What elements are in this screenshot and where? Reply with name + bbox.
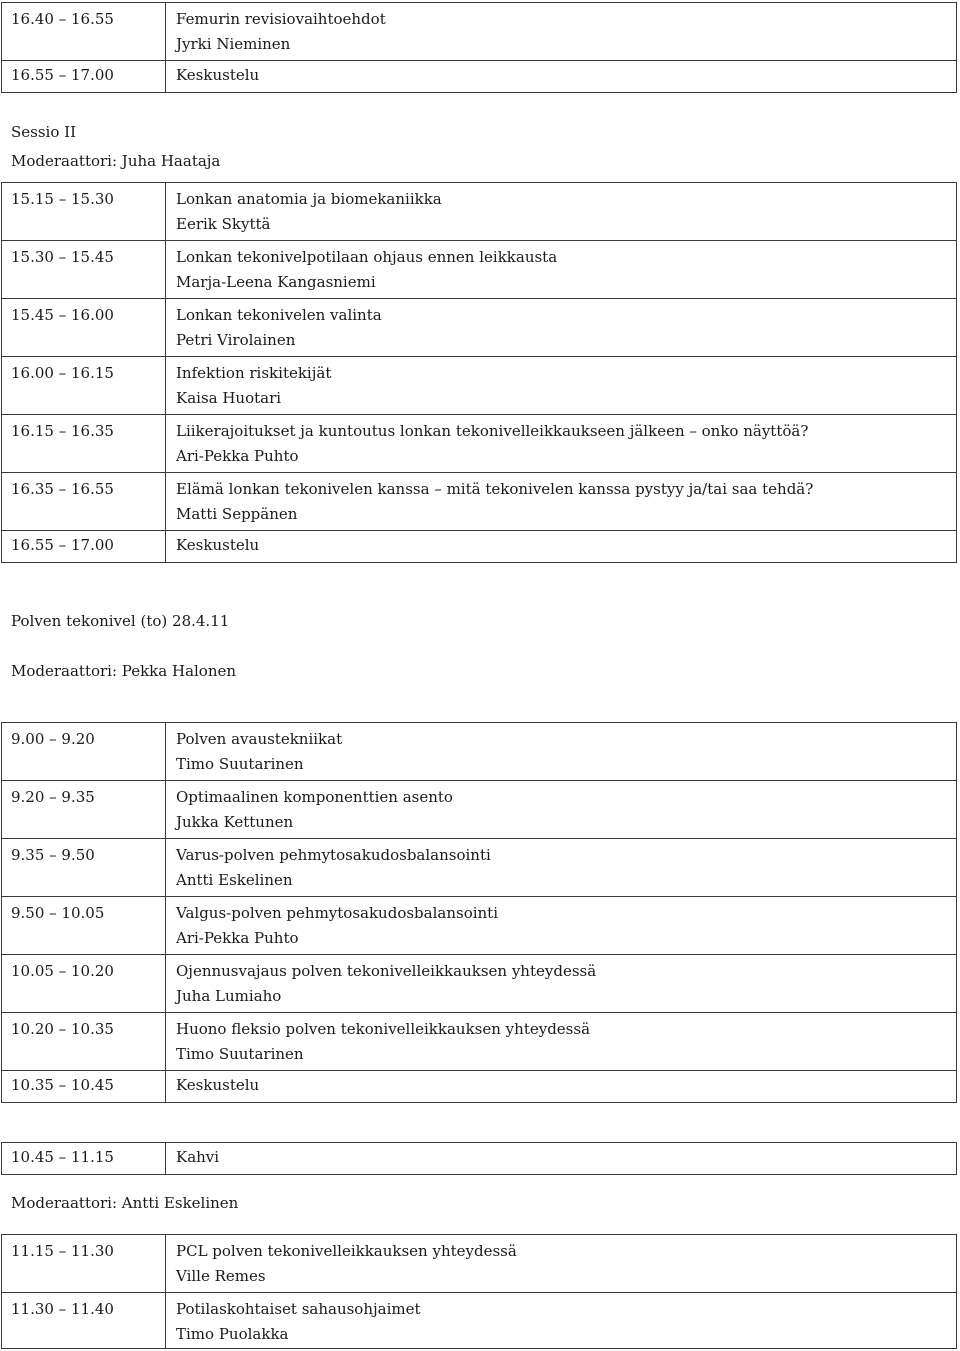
talk-speaker: Marja-Leena Kangasniemi	[176, 273, 376, 291]
talk-title: Polven avaustekniikat	[176, 730, 343, 748]
talk-title: Infektion riskitekijät	[176, 364, 332, 382]
table-row	[2, 241, 957, 299]
talk-title: Valgus-polven pehmytosakudosbalansointi	[176, 904, 499, 922]
talk-speaker: Matti Seppänen	[176, 505, 298, 523]
time-cell: 16.40 – 16.55	[2, 3, 166, 61]
schedule-table-top	[1, 2, 957, 93]
table-row	[2, 1013, 957, 1071]
talk-cell	[166, 241, 957, 299]
talk-cell	[166, 955, 957, 1013]
table-row	[2, 955, 957, 1013]
talk-title: Keskustelu	[176, 66, 260, 84]
talk-title: Varus-polven pehmytosakudosbalansointi	[176, 846, 491, 864]
time-cell: 11.15 – 11.30	[2, 1235, 166, 1293]
schedule-table-coffee	[1, 1142, 957, 1175]
table-row	[2, 781, 957, 839]
table-row	[2, 1071, 957, 1103]
talk-cell	[166, 1013, 957, 1071]
talk-cell	[166, 897, 957, 955]
talk-cell	[166, 531, 957, 563]
talk-title: Ojennusvajaus polven tekonivelleikkauksen yhteydessä	[176, 962, 597, 980]
talk-speaker: Jukka Kettunen	[176, 813, 294, 831]
moderator-line: Moderaattori: Antti Eskelinen	[11, 1194, 239, 1212]
talk-speaker: Kaisa Huotari	[176, 389, 282, 407]
table-row	[2, 1235, 957, 1293]
talk-title: Lonkan anatomia ja biomekaniikka	[176, 190, 442, 208]
table-row	[2, 357, 957, 415]
table-row	[2, 61, 957, 93]
section-heading: Polven tekonivel (to) 28.4.11	[11, 612, 230, 630]
talk-cell	[166, 1143, 957, 1175]
table-row	[2, 3, 957, 61]
talk-title: Potilaskohtaiset sahausohjaimet	[176, 1300, 421, 1318]
schedule-table-knee	[1, 722, 957, 1103]
time-cell: 9.20 – 9.35	[2, 781, 166, 839]
talk-cell	[166, 723, 957, 781]
talk-cell	[166, 473, 957, 531]
talk-speaker: Ari-Pekka Puhto	[176, 447, 299, 465]
talk-title: PCL polven tekonivelleikkauksen yhteydessä	[176, 1242, 517, 1260]
talk-speaker: Timo Puolakka	[176, 1325, 289, 1343]
time-cell: 15.15 – 15.30	[2, 183, 166, 241]
time-cell: 16.15 – 16.35	[2, 415, 166, 473]
moderator-line: Moderaattori: Pekka Halonen	[11, 662, 237, 680]
time-cell: 11.30 – 11.40	[2, 1293, 166, 1349]
table-row	[2, 1293, 957, 1349]
table-row	[2, 299, 957, 357]
talk-cell	[166, 61, 957, 93]
time-cell: 9.00 – 9.20	[2, 723, 166, 781]
talk-cell	[166, 357, 957, 415]
talk-title: Huono fleksio polven tekonivelleikkauksen yhteydessä	[176, 1020, 591, 1038]
table-row	[2, 897, 957, 955]
table-row	[2, 839, 957, 897]
time-cell: 10.35 – 10.45	[2, 1071, 166, 1103]
time-cell: 16.35 – 16.55	[2, 473, 166, 531]
talk-title: Optimaalinen komponenttien asento	[176, 788, 453, 806]
schedule-table-session2	[1, 182, 957, 563]
talk-speaker: Juha Lumiaho	[176, 987, 282, 1005]
time-cell: 9.35 – 9.50	[2, 839, 166, 897]
talk-speaker: Timo Suutarinen	[176, 1045, 304, 1063]
talk-cell	[166, 299, 957, 357]
talk-cell	[166, 1235, 957, 1293]
time-cell: 15.30 – 15.45	[2, 241, 166, 299]
table-row	[2, 723, 957, 781]
talk-speaker: Ville Remes	[176, 1267, 266, 1285]
talk-title: Elämä lonkan tekonivelen kanssa – mitä tekonivelen kanssa pystyy ja/tai saa tehdä?	[176, 480, 814, 498]
talk-title: Kahvi	[176, 1148, 220, 1166]
time-cell: 16.00 – 16.15	[2, 357, 166, 415]
talk-speaker: Timo Suutarinen	[176, 755, 304, 773]
talk-cell	[166, 183, 957, 241]
talk-cell	[166, 839, 957, 897]
table-row	[2, 473, 957, 531]
talk-speaker: Ari-Pekka Puhto	[176, 929, 299, 947]
table-row	[2, 183, 957, 241]
session-heading: Sessio II	[11, 123, 76, 141]
talk-title: Liikerajoitukset ja kuntoutus lonkan tekonivelleikkaukseen jälkeen – onko näyttöä?	[176, 422, 809, 440]
talk-cell	[166, 415, 957, 473]
time-cell: 16.55 – 17.00	[2, 61, 166, 93]
talk-cell	[166, 3, 957, 61]
time-cell: 16.55 – 17.00	[2, 531, 166, 563]
time-cell: 10.05 – 10.20	[2, 955, 166, 1013]
table-row	[2, 1143, 957, 1175]
talk-cell	[166, 781, 957, 839]
talk-cell	[166, 1071, 957, 1103]
time-cell: 10.20 – 10.35	[2, 1013, 166, 1071]
talk-title: Femurin revisiovaihtoehdot	[176, 10, 386, 28]
schedule-table-after-coffee	[1, 1234, 957, 1349]
table-row	[2, 415, 957, 473]
talk-speaker: Antti Eskelinen	[176, 871, 293, 889]
moderator-line: Moderaattori: Juha Haataja	[11, 152, 221, 170]
talk-cell	[166, 1293, 957, 1349]
talk-title: Keskustelu	[176, 1076, 260, 1094]
talk-speaker: Jyrki Nieminen	[176, 35, 291, 53]
talk-title: Lonkan tekonivelen valinta	[176, 306, 382, 324]
talk-title: Lonkan tekonivelpotilaan ohjaus ennen leikkausta	[176, 248, 558, 266]
time-cell: 9.50 – 10.05	[2, 897, 166, 955]
time-cell: 15.45 – 16.00	[2, 299, 166, 357]
time-cell: 10.45 – 11.15	[2, 1143, 166, 1175]
talk-title: Keskustelu	[176, 536, 260, 554]
talk-speaker: Petri Virolainen	[176, 331, 296, 349]
table-row	[2, 531, 957, 563]
talk-speaker: Eerik Skyttä	[176, 215, 271, 233]
